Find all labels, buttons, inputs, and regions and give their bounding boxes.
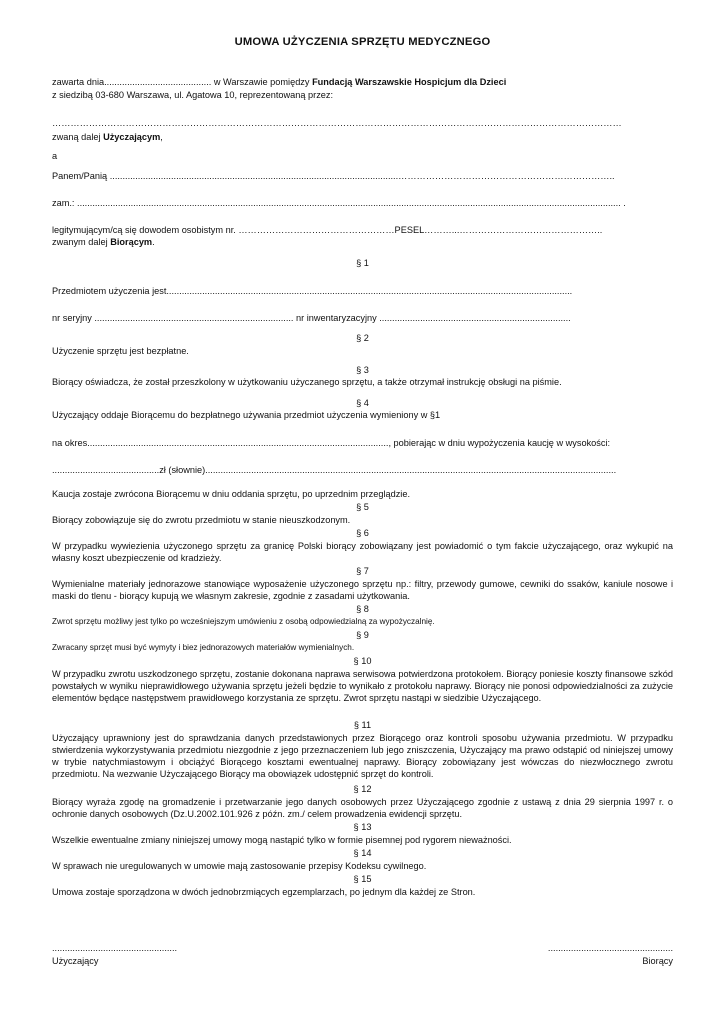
section-text-2: Użyczenie sprzętu jest bezpłatne. xyxy=(52,346,189,356)
section-text-10: W przypadku zwrotu uszkodzonego sprzętu, zostanie dokonana naprawa serwisowa potwierdzona protokołem. Biorący poniesie koszty finansowe szkód powstałych w wyniku nieprawidłowego używania sprzętu jeżeli będzie to wynikało z protokołu naprawy. Biorący nie ponosi odpowiedzialności za zużycie elementów będące następstwem prawidłowego korzystania ze sprzętu. Zwrot sprzętu nastąpi w siedzibie Użyczającego. xyxy=(52,669,673,703)
section-mark-4: § 4 xyxy=(356,398,369,408)
section-text-6: W przypadku wywiezienia użyczonego sprzętu za granicę Polski biorący zobowiązany jest powiadomić o tym fakcie użyczającego, oraz wykupić na własny koszt ubezpieczenie od kradzieży. xyxy=(52,541,673,563)
representative-field[interactable]: …………………………………………………………………………………………………………………………………………………………………… xyxy=(52,118,622,128)
section-text-5: Biorący zobowiązuje się do zwrotu przedmiotu w stanie nieuszkodzonym. xyxy=(52,515,351,525)
section-mark-1: § 1 xyxy=(356,258,369,268)
intro-line-2: z siedzibą 03-680 Warszawa, ul. Agatowa 10, reprezentowaną przez: xyxy=(52,90,334,100)
lender-signature-label: Użyczający xyxy=(52,956,99,966)
section-mark-15: § 15 xyxy=(353,874,372,884)
borrower-name-field[interactable]: Panem/Panią .................................................................................................................…………………………………………………………….. xyxy=(52,171,615,181)
section-mark-14: § 14 xyxy=(353,848,372,858)
section-mark-12: § 12 xyxy=(353,784,372,794)
loan-period-field[interactable]: na okres......................................................................................................................, pobierając w dniu wypożyczenia kaucję w wysokości: xyxy=(52,438,611,448)
borrower-address-field[interactable]: zam.: ..................................................................................................................................................................................................................... . xyxy=(52,198,626,208)
borrower-signature-field[interactable]: ................................................. xyxy=(547,943,673,953)
section-mark-6: § 6 xyxy=(356,528,369,538)
section-text-7: Wymienialne materiały jednorazowe stanowiące wyposażenie użyczonego sprzętu np.: filtry, przewody gumowe, cewniki do ssaków, kaniule nosowe i maski do tlenu - biorący kupują we własnym zakresie, zgodnie z zasadami użytkowania. xyxy=(52,579,673,601)
section-text-4: Użyczający oddaje Biorącemu do bezpłatnego używania przedmiot użyczenia wymieniony w §1 xyxy=(52,410,441,420)
and-word: a xyxy=(52,151,58,161)
borrower-id-field[interactable]: legitymującym/cą się dowodem osobistym nr. ……………………………………………PESEL………...……………………………………….. xyxy=(52,225,603,235)
section-mark-10: § 10 xyxy=(353,656,372,666)
section-mark-2: § 2 xyxy=(356,333,369,343)
section-text-3: Biorący oświadcza, że został przeszkolony w użytkowaniu użyczanego sprzętu, a także otrzymał instrukcję obsługi na piśmie. xyxy=(52,377,562,387)
lender-label: zwaną dalej Użyczającym, xyxy=(52,132,163,142)
section-mark-13: § 13 xyxy=(353,822,372,832)
contract-date-field[interactable]: zawarta dnia.......................................... w Warszawie pomiędzy xyxy=(52,77,313,87)
section-mark-11: § 11 xyxy=(353,720,372,730)
serial-number-field[interactable]: nr seryjny .............................................................................. nr inwentaryzacyjny ........................................................................... xyxy=(52,313,571,323)
document-title: UMOWA UŻYCZENIA SPRZĘTU MEDYCZNEGO xyxy=(234,36,491,48)
section-text-8: Zwrot sprzętu możliwy jest tylko po wcześniejszym umówieniu z osobą odpowiedzialną za wypożyczalnię. xyxy=(52,617,435,626)
section-mark-8: § 8 xyxy=(356,604,369,614)
deposit-amount-field[interactable]: ..........................................zł (słownie)................................................................................................................................................................. xyxy=(52,465,617,475)
section-text-11: Użyczający uprawniony jest do sprawdzania danych przedstawionych przez Biorącego oraz kontroli sposobu używania przedmiotu. W przypadku stwierdzenia wykorzystywania przedmiotu niezgodnie z jego przeznaczeniem lub jego zniszczenia, Użyczający ma prawo odstąpić od niniejszej umowy w trybie natychmiastowym i obciążyć Biorącego kosztami ewentualnej naprawy. Biorący zobowiązany jest wówczas do niezwłocznego zwrotu przedmiotu. Na wezwanie Użyczającego Biorący ma obowiązek udostępnić sprzęt do kontroli. xyxy=(52,733,673,779)
subject-field[interactable]: Przedmiotem użyczenia jest............................................................................................................................................................... xyxy=(52,286,573,296)
lender-name: Fundacją Warszawskie Hospicjum dla Dzieci xyxy=(312,77,507,87)
deposit-return-text: Kaucja zostaje zwrócona Biorącemu w dniu oddania sprzętu, po uprzednim przeglądzie. xyxy=(52,489,411,499)
lender-signature-field[interactable]: ................................................. xyxy=(52,943,178,953)
borrower-signature-label: Biorący xyxy=(642,956,673,966)
section-mark-7: § 7 xyxy=(356,566,369,576)
intro-line-1 xyxy=(52,76,673,88)
section-mark-5: § 5 xyxy=(356,502,369,512)
section-mark-9: § 9 xyxy=(356,630,369,640)
section-text-12: Biorący wyraża zgodę na gromadzenie i przetwarzanie jego danych osobowych przez Użyczającego zgodnie z ustawą z dnia 29 sierpnia 1997 r. o ochronie danych osobowych (Dz.U.2002.101.926 z późn. zm./ celem prowadzenia ewidencji sprzętu. xyxy=(52,797,673,819)
section-mark-3: § 3 xyxy=(356,365,369,375)
section-text-13: Wszelkie ewentualne zmiany niniejszej umowy mogą nastąpić tylko w formie pisemnej pod rygorem nieważności. xyxy=(52,835,512,845)
borrower-label: zwanym dalej Biorącym. xyxy=(52,237,155,247)
section-text-15: Umowa zostaje sporządzona w dwóch jednobrzmiących egzemplarzach, po jednym dla każdej ze Stron. xyxy=(52,887,476,897)
section-text-9: Zwracany sprzęt musi być wymyty i biez jednorazowych materiałów wymienialnych. xyxy=(52,643,355,652)
section-text-14: W sprawach nie uregulowanych w umowie mają zastosowanie przepisy Kodeksu cywilnego. xyxy=(52,861,427,871)
